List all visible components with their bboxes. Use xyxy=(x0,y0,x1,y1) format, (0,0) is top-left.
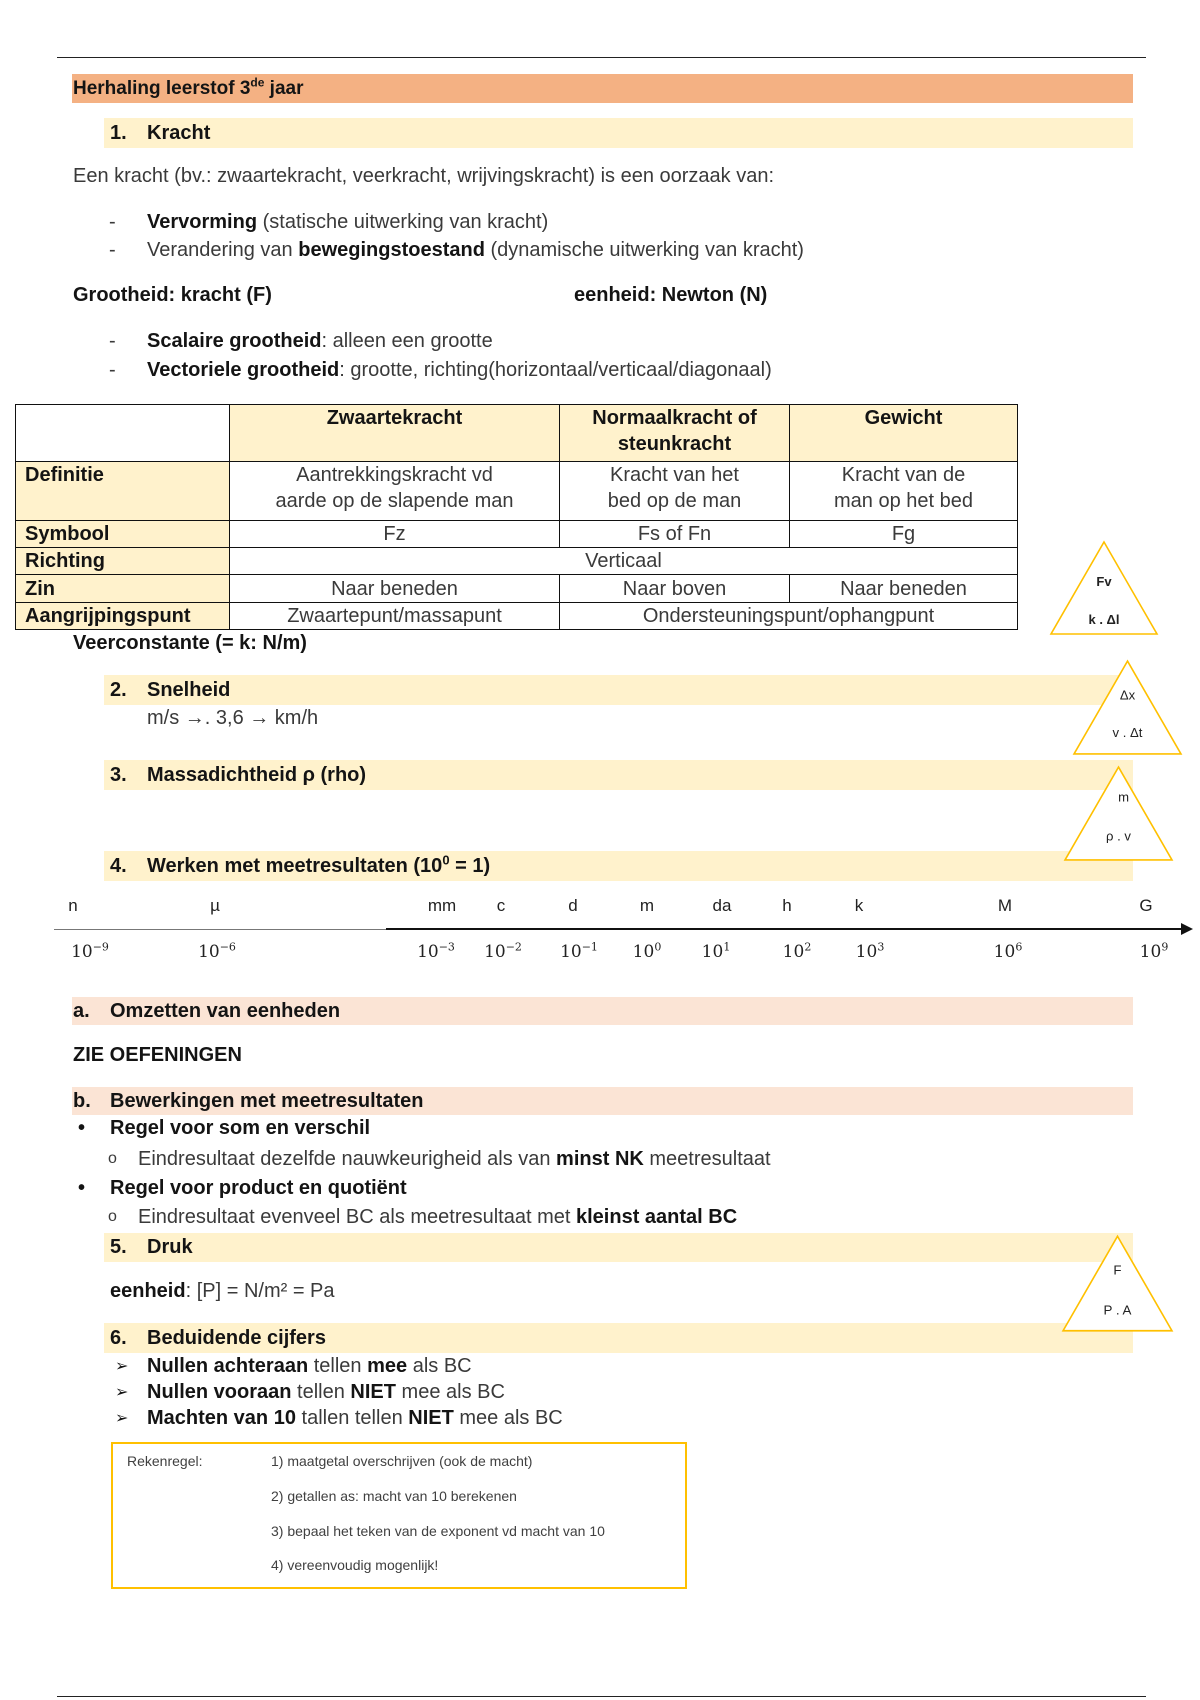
triangle-outline xyxy=(1074,661,1181,754)
rule-title-text: Regel voor som en verschil xyxy=(110,1117,371,1139)
table-cell: Naar boven xyxy=(560,575,790,603)
bc-rule-item xyxy=(147,1405,563,1431)
table-header-row xyxy=(16,405,1018,462)
power-exponent: 9 xyxy=(1161,940,1169,954)
prefix-label: da xyxy=(712,896,732,915)
power-base: 10 xyxy=(782,942,805,962)
header-line: Normaalkracht of xyxy=(592,407,757,429)
header-line: Zwaartekracht xyxy=(326,407,463,429)
rekenregel-label: Rekenregel: xyxy=(127,1453,203,1469)
prefix-label: G xyxy=(1139,896,1153,915)
table-cell-merged: Ondersteuningspunt/ophangpunt xyxy=(560,603,1018,630)
power-label xyxy=(783,939,812,965)
section-number: 4. xyxy=(110,855,127,877)
rekenregel-box xyxy=(111,1442,687,1589)
triangle-bottom-label: k . Δl xyxy=(1088,612,1120,627)
section-title-exponent: 0 xyxy=(442,852,450,868)
cell-line: man op het bed xyxy=(834,490,973,512)
section-title-end: = 1) xyxy=(449,855,491,877)
power-base: 10 xyxy=(701,942,724,962)
section-number: 6. xyxy=(110,1327,127,1349)
kracht-intro: Een kracht (bv.: zwaartekracht, veerkracht, wrijvingskracht) is een oorzaak van: xyxy=(73,165,775,187)
bc-rule-term: Machten van 10 xyxy=(147,1407,296,1429)
power-base: 10 xyxy=(484,942,506,962)
header-line: Gewicht xyxy=(864,407,943,429)
triangle-shape xyxy=(1063,765,1174,862)
section-title: Beduidende cijfers xyxy=(147,1327,326,1349)
formula-triangle-snelheid xyxy=(1072,659,1183,756)
table-row-symbool xyxy=(16,521,1018,548)
triangle-bottom-label: ρ . v xyxy=(1106,828,1131,844)
subsection-letter: a. xyxy=(73,1000,90,1022)
cell-line: Kracht van het xyxy=(610,464,739,486)
bc-rule-emphasis: mee xyxy=(367,1355,408,1377)
triangle-top-label: m xyxy=(1118,789,1130,805)
triangle-outline xyxy=(1065,767,1172,860)
section-title: Werken met meetresultaten (10 xyxy=(147,855,443,877)
power-base: 10 xyxy=(993,942,1016,962)
grootheid-type-item xyxy=(147,328,493,354)
table-row-richting xyxy=(16,548,1018,575)
bc-rule-item xyxy=(147,1353,472,1379)
power-exponent: 3 xyxy=(877,940,885,954)
druk-eenheid-label: eenheid xyxy=(110,1280,186,1302)
row-label: Symbool xyxy=(16,521,230,548)
section-title: Druk xyxy=(147,1236,193,1258)
scale-arrowhead-icon xyxy=(1181,923,1193,935)
rule-detail-emphasis: kleinst aantal BC xyxy=(576,1206,738,1228)
power-base: 10 xyxy=(632,942,655,962)
table-cell: Fz xyxy=(230,521,560,548)
effect-item xyxy=(147,237,804,263)
formula-triangle-druk xyxy=(1061,1234,1174,1333)
forces-table xyxy=(15,404,1018,630)
bc-rule-text: tallen tellen xyxy=(295,1407,409,1429)
bc-rule-emphasis: NIET xyxy=(408,1407,454,1429)
power-exponent: 1 xyxy=(723,940,731,954)
section-number: 1. xyxy=(110,122,127,144)
druk-eenheid xyxy=(110,1278,335,1304)
bc-rule-text: als BC xyxy=(407,1355,472,1377)
section-heading-beduidende-cijfers xyxy=(104,1323,1133,1353)
header-normaalkracht xyxy=(560,405,790,462)
grootheid-type-term: Vectoriele grootheid xyxy=(147,359,340,381)
rule-detail-text: Eindresultaat dezelfde nauwkeurigheid als van xyxy=(138,1148,557,1170)
effect-item xyxy=(147,209,548,235)
power-base: 10 xyxy=(198,942,220,962)
power-exponent: −9 xyxy=(92,940,109,954)
section-number: 3. xyxy=(110,764,127,786)
dash-bullet-icon xyxy=(109,357,116,383)
table-cell-merged: Verticaal xyxy=(230,548,1018,575)
power-label xyxy=(560,939,598,965)
section-number: 5. xyxy=(110,1236,127,1258)
triangle-bottom-label: P . A xyxy=(1103,1302,1132,1318)
table-row-zin xyxy=(16,575,1018,603)
subsection-title: Bewerkingen met meetresultaten xyxy=(110,1090,424,1112)
prefix-label: n xyxy=(68,896,78,915)
power-label xyxy=(198,939,236,965)
table-cell xyxy=(230,462,560,521)
top-rule xyxy=(57,57,1146,58)
arrow-bullet-icon xyxy=(115,1353,128,1379)
prefix-label: h xyxy=(782,896,792,915)
table-cell xyxy=(560,462,790,521)
title-end: jaar xyxy=(264,78,304,99)
power-base: 10 xyxy=(71,942,93,962)
dash-bullet-icon xyxy=(109,209,116,235)
bottom-rule xyxy=(57,1696,1146,1697)
row-label: Aangrijpingspunt xyxy=(16,603,230,630)
cell-line: Kracht van de xyxy=(841,464,966,486)
header-gewicht xyxy=(790,405,1018,462)
power-label xyxy=(1140,939,1169,965)
formula-triangle-massadichtheid xyxy=(1063,765,1174,862)
power-label xyxy=(484,939,522,965)
effect-term: Vervorming xyxy=(147,211,258,233)
scale-axis-line xyxy=(386,928,1182,930)
triangle-bottom-label: v . Δt xyxy=(1112,724,1143,740)
power-label xyxy=(702,939,731,965)
table-cell: Fs of Fn xyxy=(560,521,790,548)
cell-line: bed op de man xyxy=(607,490,742,512)
arrow-bullet-icon xyxy=(115,1379,128,1405)
rekenregel-step: 3) bepaal het teken van de exponent vd macht van 10 xyxy=(271,1523,605,1539)
bc-rule-term: Nullen vooraan xyxy=(147,1381,292,1403)
scale-axis-line xyxy=(54,929,386,930)
rekenregel-step: 1) maatgetal overschrijven (ook de macht) xyxy=(271,1453,533,1469)
rule-detail xyxy=(138,1146,771,1172)
rule-detail-emphasis: minst NK xyxy=(556,1148,644,1170)
subsection-heading-bewerkingen xyxy=(72,1087,1133,1115)
dot-bullet-icon xyxy=(78,1175,85,1201)
triangle-top-label: Δx xyxy=(1119,687,1136,703)
power-base: 10 xyxy=(417,942,439,962)
table-cell: Fg xyxy=(790,521,1018,548)
grootheid-type-term: Scalaire grootheid xyxy=(147,330,322,352)
header-zwaartekracht xyxy=(230,405,560,462)
triangle-shape xyxy=(1061,1234,1174,1333)
bc-rule-text: mee als BC xyxy=(395,1381,505,1403)
prefix-label: µ xyxy=(210,896,220,915)
power-exponent: −2 xyxy=(505,940,522,954)
power-exponent: 2 xyxy=(804,940,812,954)
row-label: Definitie xyxy=(16,462,230,521)
prefix-label: k xyxy=(854,896,864,915)
cell-line: aarde op de slapende man xyxy=(275,490,514,512)
table-cell: Zwaartepunt/massapunt xyxy=(230,603,560,630)
bc-rule-text: tellen xyxy=(291,1381,351,1403)
arrow-bullet-icon xyxy=(115,1405,128,1431)
dash-bullet-icon xyxy=(109,328,116,354)
power-exponent: 0 xyxy=(654,940,662,954)
triangle-shape xyxy=(1072,659,1183,756)
effect-text: (dynamische uitwerking van kracht) xyxy=(484,239,804,261)
power-exponent: 6 xyxy=(1015,940,1023,954)
speed-conversion: m/s →. 3,6 → km/h xyxy=(147,707,319,729)
power-base: 10 xyxy=(855,942,878,962)
bc-rule-text: tellen xyxy=(308,1355,368,1377)
section-heading-snelheid xyxy=(104,675,1133,705)
power-label xyxy=(633,939,662,965)
table-row-aangrijpingspunt xyxy=(16,603,1018,630)
eenheid-label: eenheid: Newton (N) xyxy=(574,284,768,306)
section-heading-meetresultaten xyxy=(104,851,1133,881)
title-text: Herhaling leerstof 3 xyxy=(73,78,251,99)
row-label: Zin xyxy=(16,575,230,603)
section-heading-druk xyxy=(104,1233,1133,1262)
table-cell xyxy=(790,462,1018,521)
prefix-label: c xyxy=(496,896,506,915)
bc-rule-term: Nullen achteraan xyxy=(147,1355,309,1377)
power-label xyxy=(856,939,885,965)
page-title xyxy=(72,74,1133,103)
effect-text: Verandering van xyxy=(147,239,299,261)
grootheid-type-item xyxy=(147,357,772,383)
power-exponent: −6 xyxy=(219,940,236,954)
circle-bullet-icon xyxy=(108,1204,117,1230)
table-corner-cell xyxy=(16,405,230,462)
grootheid-label: Grootheid: kracht (F) xyxy=(73,284,272,306)
circle-bullet-icon xyxy=(108,1146,117,1172)
rule-detail xyxy=(138,1204,737,1230)
row-label: Richting xyxy=(16,548,230,575)
prefix-label: m xyxy=(639,896,655,915)
effect-text: (statische uitwerking van kracht) xyxy=(257,211,549,233)
rule-title xyxy=(110,1175,407,1201)
dot-bullet-icon xyxy=(78,1115,85,1141)
druk-eenheid-formula: : [P] = N/m² = Pa xyxy=(185,1280,335,1302)
effect-term: bewegingstoestand xyxy=(298,239,485,261)
section-title: Snelheid xyxy=(147,679,231,701)
bc-rule-emphasis: NIET xyxy=(350,1381,396,1403)
dash-bullet-icon xyxy=(109,237,116,263)
subsection-heading-omzetten xyxy=(72,997,1133,1025)
section-title: Massadichtheid ρ (rho) xyxy=(147,764,367,786)
power-base: 10 xyxy=(560,942,582,962)
rule-title-text: Regel voor product en quotiënt xyxy=(110,1177,407,1199)
title-superscript: de xyxy=(250,75,265,90)
grootheid-type-text: : grootte, richting(horizontaal/verticaal/diagonaal) xyxy=(339,359,772,381)
rule-title xyxy=(110,1115,370,1141)
power-base: 10 xyxy=(1139,942,1162,962)
grootheid-type-text: : alleen een grootte xyxy=(321,330,493,352)
cell-line: Aantrekkingskracht vd xyxy=(296,464,493,486)
subsection-title: Omzetten van eenheden xyxy=(110,1000,341,1022)
rekenregel-step: 2) getallen as: macht van 10 berekenen xyxy=(271,1488,517,1504)
table-cell: Naar beneden xyxy=(790,575,1018,603)
triangle-top-label: Fv xyxy=(1096,574,1112,589)
rule-detail-text: meetresultaat xyxy=(643,1148,771,1170)
prefix-label: M xyxy=(997,896,1013,915)
table-cell: Naar beneden xyxy=(230,575,560,603)
oefeningen-note: ZIE OEFENINGEN xyxy=(73,1044,242,1066)
table-row-definitie xyxy=(16,462,1018,521)
triangle-shape xyxy=(1049,540,1159,636)
formula-triangle-veerkracht xyxy=(1049,540,1159,636)
section-heading-massadichtheid xyxy=(104,760,1133,790)
power-exponent: −1 xyxy=(581,940,598,954)
prefix-label: mm xyxy=(427,896,457,915)
subsection-letter: b. xyxy=(73,1090,91,1112)
triangle-top-label: F xyxy=(1113,1262,1122,1278)
section-number: 2. xyxy=(110,679,127,701)
bc-rule-text: mee als BC xyxy=(453,1407,563,1429)
section-title: Kracht xyxy=(147,122,211,144)
power-label xyxy=(994,939,1023,965)
rekenregel-step: 4) vereenvoudig mogenlijk! xyxy=(271,1557,439,1573)
bc-rule-item xyxy=(147,1379,505,1405)
section-heading-kracht xyxy=(104,118,1133,148)
prefix-label: d xyxy=(568,896,578,915)
power-exponent: −3 xyxy=(438,940,455,954)
veerconstante-label: Veerconstante (= k: N/m) xyxy=(73,632,307,654)
header-line: steunkracht xyxy=(617,433,732,455)
power-label xyxy=(71,939,109,965)
power-label xyxy=(417,939,455,965)
rule-detail-text: Eindresultaat evenveel BC als meetresultaat met xyxy=(138,1206,576,1228)
